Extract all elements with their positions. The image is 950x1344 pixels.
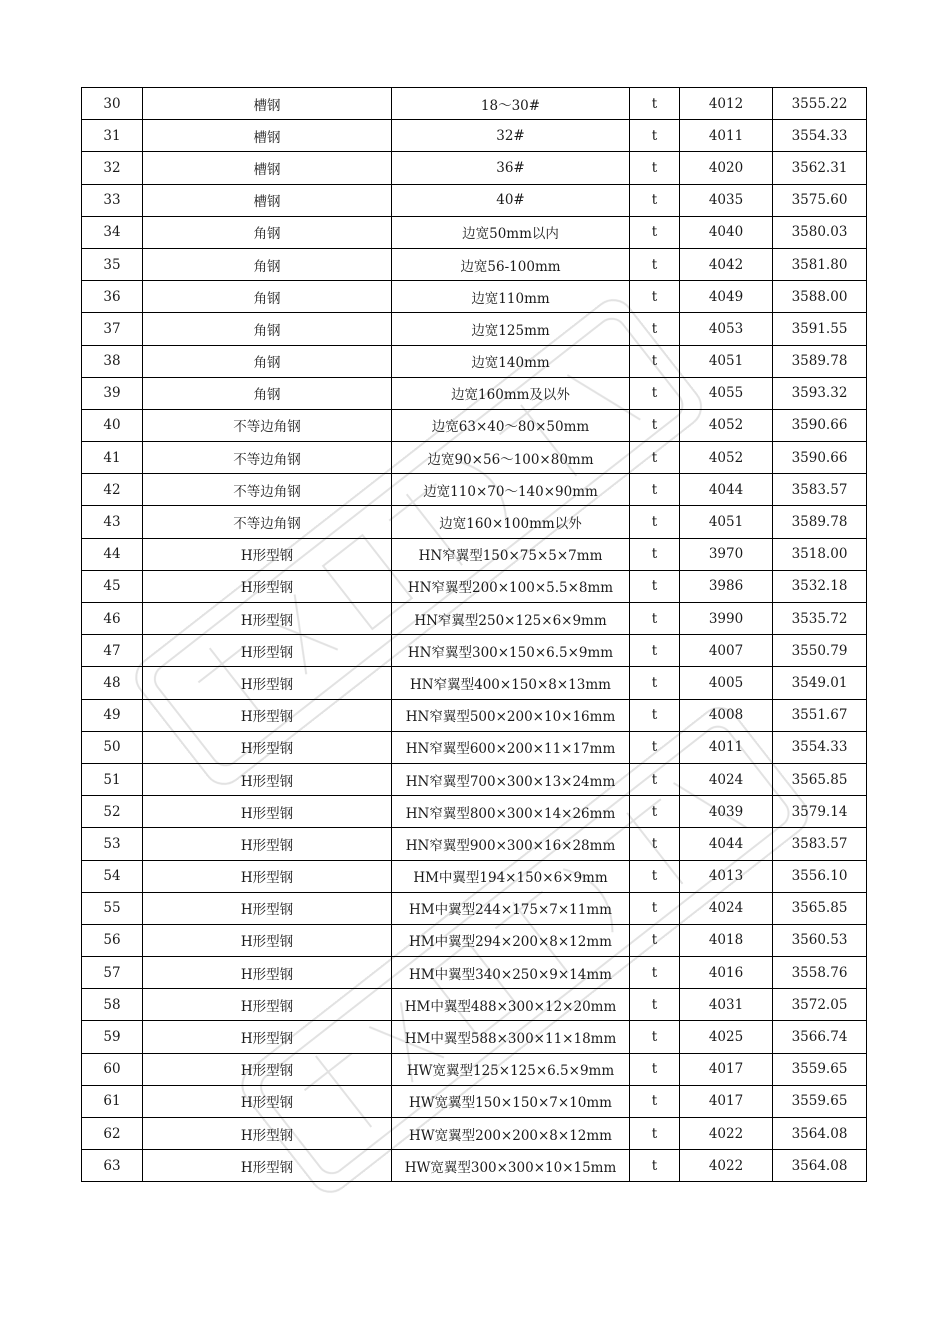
unit-cell: t: [630, 248, 680, 280]
material-name-cell: 角钢: [143, 377, 392, 409]
specification-cell: 边宽140mm: [392, 345, 630, 377]
price-tax-included-cell: 4016: [680, 957, 773, 989]
price-tax-included-cell: 4024: [680, 892, 773, 924]
material-name-cell: H形型钢: [143, 924, 392, 956]
material-name-cell: H形型钢: [143, 731, 392, 763]
specification-cell: 边宽125mm: [392, 313, 630, 345]
material-name-cell: 角钢: [143, 345, 392, 377]
price-tax-excluded-cell: 3558.76: [773, 957, 867, 989]
price-tax-included-cell: 4025: [680, 1021, 773, 1053]
price-tax-excluded-cell: 3551.67: [773, 699, 867, 731]
table-row: [82, 506, 867, 538]
row-number-cell: 33: [82, 184, 143, 216]
price-tax-excluded-cell: 3593.32: [773, 377, 867, 409]
specification-cell: HW宽翼型300×300×10×15mm: [392, 1150, 630, 1182]
table-row: [82, 216, 867, 248]
price-tax-excluded-cell: 3555.22: [773, 88, 867, 120]
specification-cell: 边宽90×56～100×80mm: [392, 442, 630, 474]
specification-cell: HN窄翼型600×200×11×17mm: [392, 731, 630, 763]
table-row: [82, 120, 867, 152]
unit-cell: t: [630, 796, 680, 828]
material-name-cell: H形型钢: [143, 699, 392, 731]
price-tax-included-cell: 4055: [680, 377, 773, 409]
price-tax-excluded-cell: 3575.60: [773, 184, 867, 216]
price-tax-excluded-cell: 3583.57: [773, 474, 867, 506]
unit-cell: t: [630, 538, 680, 570]
table-row: [82, 989, 867, 1021]
unit-cell: t: [630, 828, 680, 860]
unit-cell: t: [630, 409, 680, 441]
table-row: [82, 796, 867, 828]
price-tax-excluded-cell: 3564.08: [773, 1118, 867, 1150]
price-tax-included-cell: 4051: [680, 345, 773, 377]
unit-cell: t: [630, 506, 680, 538]
material-name-cell: H形型钢: [143, 635, 392, 667]
specification-cell: HN窄翼型250×125×6×9mm: [392, 603, 630, 635]
specification-cell: HN窄翼型500×200×10×16mm: [392, 699, 630, 731]
price-tax-included-cell: 3986: [680, 570, 773, 602]
material-name-cell: H形型钢: [143, 1085, 392, 1117]
table-row: [82, 281, 867, 313]
price-tax-included-cell: 4008: [680, 699, 773, 731]
row-number-cell: 51: [82, 763, 143, 795]
material-name-cell: 角钢: [143, 248, 392, 280]
price-tax-included-cell: 3990: [680, 603, 773, 635]
table-row: [82, 892, 867, 924]
specification-cell: HN窄翼型300×150×6.5×9mm: [392, 635, 630, 667]
price-tax-included-cell: 4011: [680, 731, 773, 763]
material-name-cell: 槽钢: [143, 88, 392, 120]
material-name-cell: 槽钢: [143, 152, 392, 184]
material-name-cell: H形型钢: [143, 796, 392, 828]
price-tax-included-cell: 4007: [680, 635, 773, 667]
unit-cell: t: [630, 216, 680, 248]
table-row: [82, 248, 867, 280]
price-tax-included-cell: 4012: [680, 88, 773, 120]
specification-cell: HN窄翼型900×300×16×28mm: [392, 828, 630, 860]
material-name-cell: H形型钢: [143, 828, 392, 860]
price-tax-excluded-cell: 3562.31: [773, 152, 867, 184]
unit-cell: t: [630, 1053, 680, 1085]
price-tax-excluded-cell: 3588.00: [773, 281, 867, 313]
row-number-cell: 40: [82, 409, 143, 441]
material-name-cell: 槽钢: [143, 120, 392, 152]
specification-cell: HM中翼型588×300×11×18mm: [392, 1021, 630, 1053]
row-number-cell: 58: [82, 989, 143, 1021]
unit-cell: t: [630, 667, 680, 699]
row-number-cell: 38: [82, 345, 143, 377]
material-name-cell: H形型钢: [143, 892, 392, 924]
table-row: [82, 957, 867, 989]
price-tax-excluded-cell: 3549.01: [773, 667, 867, 699]
table-row: [82, 1118, 867, 1150]
table-row: [82, 152, 867, 184]
price-tax-excluded-cell: 3565.85: [773, 763, 867, 795]
unit-cell: t: [630, 603, 680, 635]
unit-cell: t: [630, 860, 680, 892]
price-tax-excluded-cell: 3591.55: [773, 313, 867, 345]
price-tax-included-cell: 4031: [680, 989, 773, 1021]
row-number-cell: 48: [82, 667, 143, 699]
price-tax-excluded-cell: 3589.78: [773, 506, 867, 538]
price-tax-included-cell: 4044: [680, 828, 773, 860]
material-name-cell: 角钢: [143, 281, 392, 313]
unit-cell: t: [630, 989, 680, 1021]
material-name-cell: H形型钢: [143, 538, 392, 570]
price-tax-included-cell: 3970: [680, 538, 773, 570]
price-tax-included-cell: 4049: [680, 281, 773, 313]
specification-cell: 36#: [392, 152, 630, 184]
table-row: [82, 377, 867, 409]
specification-cell: 32#: [392, 120, 630, 152]
material-name-cell: H形型钢: [143, 667, 392, 699]
table-row: [82, 570, 867, 602]
row-number-cell: 32: [82, 152, 143, 184]
table-row: [82, 1053, 867, 1085]
unit-cell: t: [630, 281, 680, 313]
row-number-cell: 61: [82, 1085, 143, 1117]
material-name-cell: 不等边角钢: [143, 474, 392, 506]
unit-cell: t: [630, 377, 680, 409]
specification-cell: 边宽50mm以内: [392, 216, 630, 248]
specification-cell: HN窄翼型800×300×14×26mm: [392, 796, 630, 828]
unit-cell: t: [630, 570, 680, 602]
row-number-cell: 34: [82, 216, 143, 248]
price-tax-excluded-cell: 3535.72: [773, 603, 867, 635]
price-tax-excluded-cell: 3590.66: [773, 409, 867, 441]
unit-cell: t: [630, 1021, 680, 1053]
row-number-cell: 42: [82, 474, 143, 506]
specification-cell: 40#: [392, 184, 630, 216]
specification-cell: HN窄翼型200×100×5.5×8mm: [392, 570, 630, 602]
row-number-cell: 45: [82, 570, 143, 602]
specification-cell: HM中翼型194×150×6×9mm: [392, 860, 630, 892]
unit-cell: t: [630, 474, 680, 506]
material-name-cell: 角钢: [143, 313, 392, 345]
material-name-cell: H形型钢: [143, 570, 392, 602]
material-name-cell: H形型钢: [143, 603, 392, 635]
unit-cell: t: [630, 957, 680, 989]
row-number-cell: 46: [82, 603, 143, 635]
unit-cell: t: [630, 924, 680, 956]
price-tax-included-cell: 4011: [680, 120, 773, 152]
material-name-cell: H形型钢: [143, 1150, 392, 1182]
row-number-cell: 59: [82, 1021, 143, 1053]
price-tax-included-cell: 4022: [680, 1118, 773, 1150]
price-tax-included-cell: 4017: [680, 1053, 773, 1085]
row-number-cell: 30: [82, 88, 143, 120]
table-row: [82, 924, 867, 956]
unit-cell: t: [630, 313, 680, 345]
table-row: [82, 442, 867, 474]
row-number-cell: 41: [82, 442, 143, 474]
row-number-cell: 47: [82, 635, 143, 667]
price-tax-excluded-cell: 3565.85: [773, 892, 867, 924]
unit-cell: t: [630, 152, 680, 184]
row-number-cell: 50: [82, 731, 143, 763]
specification-cell: HW宽翼型125×125×6.5×9mm: [392, 1053, 630, 1085]
specification-cell: 边宽110mm: [392, 281, 630, 313]
price-tax-included-cell: 4024: [680, 763, 773, 795]
table-row: [82, 345, 867, 377]
unit-cell: t: [630, 892, 680, 924]
unit-cell: t: [630, 1150, 680, 1182]
price-tax-included-cell: 4042: [680, 248, 773, 280]
price-tax-included-cell: 4052: [680, 409, 773, 441]
row-number-cell: 56: [82, 924, 143, 956]
price-tax-included-cell: 4013: [680, 860, 773, 892]
price-tax-excluded-cell: 3556.10: [773, 860, 867, 892]
material-name-cell: 角钢: [143, 216, 392, 248]
price-tax-included-cell: 4053: [680, 313, 773, 345]
specification-cell: HW宽翼型200×200×8×12mm: [392, 1118, 630, 1150]
specification-cell: 边宽63×40～80×50mm: [392, 409, 630, 441]
table-row: [82, 88, 867, 120]
material-name-cell: 槽钢: [143, 184, 392, 216]
price-tax-included-cell: 4039: [680, 796, 773, 828]
price-tax-excluded-cell: 3550.79: [773, 635, 867, 667]
row-number-cell: 35: [82, 248, 143, 280]
specification-cell: HM中翼型340×250×9×14mm: [392, 957, 630, 989]
table-row: [82, 635, 867, 667]
price-tax-excluded-cell: 3572.05: [773, 989, 867, 1021]
price-tax-excluded-cell: 3560.53: [773, 924, 867, 956]
unit-cell: t: [630, 345, 680, 377]
table-body: [82, 88, 867, 1182]
row-number-cell: 49: [82, 699, 143, 731]
specification-cell: HM中翼型294×200×8×12mm: [392, 924, 630, 956]
table-row: [82, 1021, 867, 1053]
price-tax-excluded-cell: 3518.00: [773, 538, 867, 570]
unit-cell: t: [630, 88, 680, 120]
table-row: [82, 603, 867, 635]
price-tax-excluded-cell: 3579.14: [773, 796, 867, 828]
row-number-cell: 52: [82, 796, 143, 828]
table-row: [82, 474, 867, 506]
material-name-cell: 不等边角钢: [143, 442, 392, 474]
row-number-cell: 36: [82, 281, 143, 313]
specification-cell: 边宽110×70～140×90mm: [392, 474, 630, 506]
price-tax-excluded-cell: 3581.80: [773, 248, 867, 280]
specification-cell: HN窄翼型700×300×13×24mm: [392, 763, 630, 795]
material-name-cell: H形型钢: [143, 860, 392, 892]
price-tax-included-cell: 4018: [680, 924, 773, 956]
table-row: [82, 313, 867, 345]
price-tax-excluded-cell: 3564.08: [773, 1150, 867, 1182]
price-tax-excluded-cell: 3580.03: [773, 216, 867, 248]
material-name-cell: H形型钢: [143, 1118, 392, 1150]
specification-cell: 边宽160×100mm以外: [392, 506, 630, 538]
price-tax-included-cell: 4005: [680, 667, 773, 699]
row-number-cell: 44: [82, 538, 143, 570]
price-tax-excluded-cell: 3554.33: [773, 731, 867, 763]
price-tax-included-cell: 4035: [680, 184, 773, 216]
table-row: [82, 828, 867, 860]
price-tax-excluded-cell: 3583.57: [773, 828, 867, 860]
row-number-cell: 60: [82, 1053, 143, 1085]
price-tax-excluded-cell: 3589.78: [773, 345, 867, 377]
price-tax-included-cell: 4052: [680, 442, 773, 474]
unit-cell: t: [630, 635, 680, 667]
price-tax-excluded-cell: 3554.33: [773, 120, 867, 152]
specification-cell: HN窄翼型150×75×5×7mm: [392, 538, 630, 570]
table-row: [82, 731, 867, 763]
table-row: [82, 409, 867, 441]
price-tax-excluded-cell: 3590.66: [773, 442, 867, 474]
row-number-cell: 62: [82, 1118, 143, 1150]
table-row: [82, 699, 867, 731]
unit-cell: t: [630, 699, 680, 731]
unit-cell: t: [630, 120, 680, 152]
price-tax-excluded-cell: 3532.18: [773, 570, 867, 602]
row-number-cell: 63: [82, 1150, 143, 1182]
specification-cell: HW宽翼型150×150×7×10mm: [392, 1085, 630, 1117]
row-number-cell: 53: [82, 828, 143, 860]
table-row: [82, 667, 867, 699]
material-name-cell: H形型钢: [143, 1021, 392, 1053]
specification-cell: HM中翼型244×175×7×11mm: [392, 892, 630, 924]
specification-cell: 边宽160mm及以外: [392, 377, 630, 409]
material-name-cell: H形型钢: [143, 989, 392, 1021]
price-tax-included-cell: 4044: [680, 474, 773, 506]
price-tax-included-cell: 4017: [680, 1085, 773, 1117]
material-name-cell: H形型钢: [143, 957, 392, 989]
price-tax-excluded-cell: 3566.74: [773, 1021, 867, 1053]
row-number-cell: 39: [82, 377, 143, 409]
unit-cell: t: [630, 1085, 680, 1117]
table-row: [82, 538, 867, 570]
specification-cell: HM中翼型488×300×12×20mm: [392, 989, 630, 1021]
table-row: [82, 1150, 867, 1182]
row-number-cell: 57: [82, 957, 143, 989]
specification-cell: 边宽56-100mm: [392, 248, 630, 280]
material-name-cell: 不等边角钢: [143, 409, 392, 441]
unit-cell: t: [630, 442, 680, 474]
price-tax-excluded-cell: 3559.65: [773, 1053, 867, 1085]
row-number-cell: 55: [82, 892, 143, 924]
row-number-cell: 31: [82, 120, 143, 152]
specification-cell: HN窄翼型400×150×8×13mm: [392, 667, 630, 699]
table-row: [82, 860, 867, 892]
table-row: [82, 763, 867, 795]
specification-cell: 18～30#: [392, 88, 630, 120]
unit-cell: t: [630, 184, 680, 216]
price-tax-included-cell: 4040: [680, 216, 773, 248]
price-tax-included-cell: 4020: [680, 152, 773, 184]
unit-cell: t: [630, 731, 680, 763]
price-tax-included-cell: 4051: [680, 506, 773, 538]
row-number-cell: 43: [82, 506, 143, 538]
price-tax-excluded-cell: 3559.65: [773, 1085, 867, 1117]
material-name-cell: H形型钢: [143, 1053, 392, 1085]
unit-cell: t: [630, 763, 680, 795]
price-table: [81, 87, 867, 1182]
row-number-cell: 37: [82, 313, 143, 345]
material-name-cell: H形型钢: [143, 763, 392, 795]
price-tax-included-cell: 4022: [680, 1150, 773, 1182]
unit-cell: t: [630, 1118, 680, 1150]
table-row: [82, 184, 867, 216]
material-name-cell: 不等边角钢: [143, 506, 392, 538]
table-row: [82, 1085, 867, 1117]
row-number-cell: 54: [82, 860, 143, 892]
